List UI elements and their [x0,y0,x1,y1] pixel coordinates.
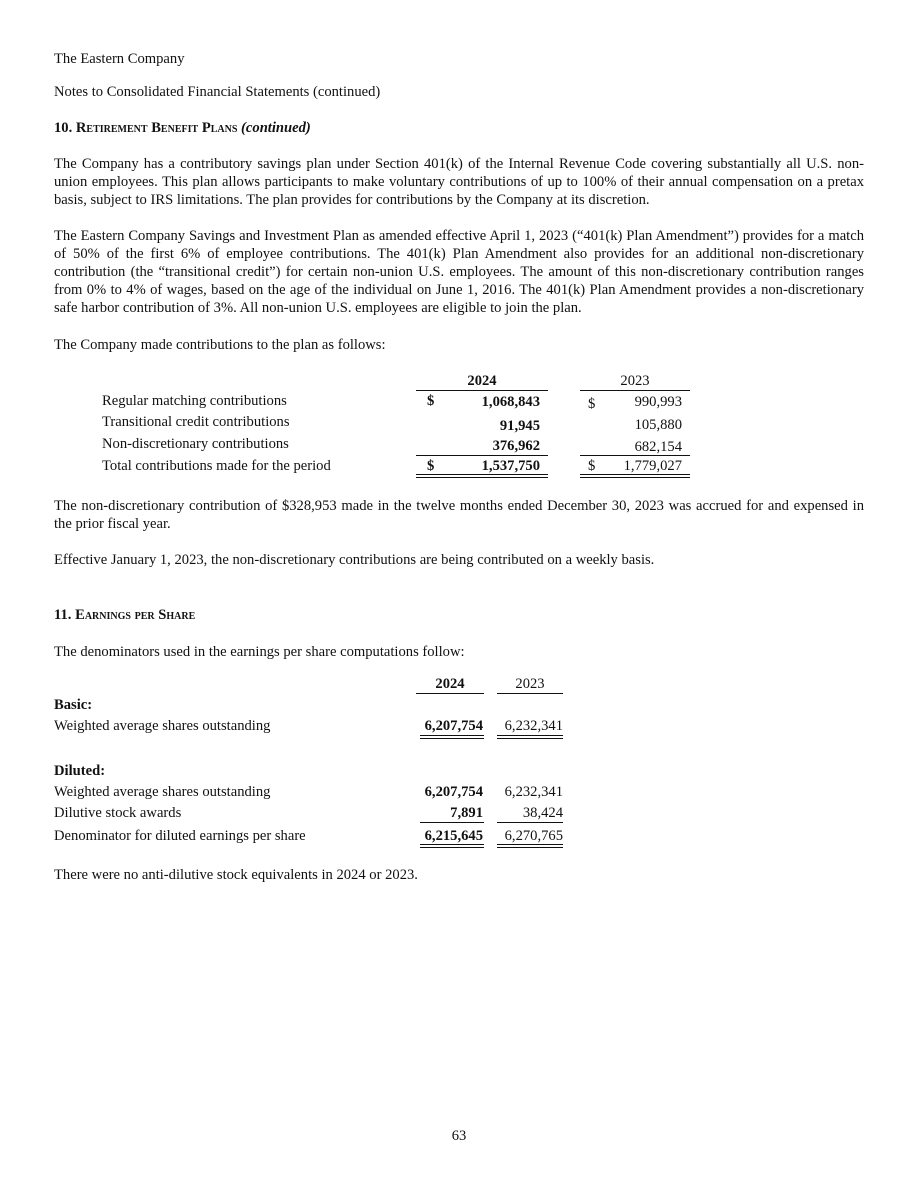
contrib-col-header-2024: 2024 [467,373,497,389]
contrib-value-2024: 91,945 [499,418,540,434]
eps-total-2023: 6,270,765 [504,828,563,844]
section-10-title: Retirement Benefit Plans [75,120,238,136]
eps-value-2023: 6,232,341 [504,718,563,734]
eps-value-2024: 6,207,754 [424,784,483,800]
eps-total-2024: 6,215,645 [424,828,483,844]
eps-col-header-2024: 2024 [435,676,465,692]
section-10-heading [54,119,311,137]
contrib-value-2024: 376,962 [492,438,540,454]
eps-col-header-2023: 2023 [515,676,545,692]
section-11-number: 11. [54,607,76,623]
contrib-row-label: Transitional credit contributions [102,414,290,430]
contrib-dollar-sign: $ [427,393,435,409]
section-10-paragraph-1: The Company has a contributory savings plan under Section 401(k) of the Internal Revenue Code covering substantially all U.S. non-union employees. This plan allows participants to make voluntary contributions of up to 100% of their annual compensation on a pretax basis, subject to IRS limitations. The plan provides for contributions by the Company at its discretion. [54,156,864,208]
contrib-value-2024: 1,068,843 [481,394,540,410]
page-subtitle: Notes to Consolidated Financial Statements (continued) [54,84,381,100]
section-11-paragraph-2: There were no anti-dilutive stock equivalents in 2024 or 2023. [54,867,418,883]
eps-value-2024: 6,207,754 [424,718,483,734]
eps-total-double-underline-2023 [497,844,563,848]
contrib-header-underline-2024 [416,390,548,391]
contrib-col-header-2023: 2023 [620,373,650,389]
eps-subtotal-underline-2024 [420,822,484,823]
contrib-total-2023: 1,779,027 [623,458,682,474]
eps-basic-label: Basic: [54,697,93,713]
contrib-total-2024: 1,537,750 [481,458,540,474]
section-11-title: Earnings per Share [75,607,196,623]
contrib-dollar-sign: $ [427,458,435,474]
eps-row-label: Weighted average shares outstanding [54,784,271,800]
section-10-number: 10. [54,120,76,136]
section-10-paragraph-5: Effective January 1, 2023, the non-discretionary contributions are being contributed on a weekly basis. [54,552,655,568]
company-name: The Eastern Company [54,51,185,67]
contrib-row-label: Regular matching contributions [102,393,287,409]
eps-row-label: Weighted average shares outstanding [54,718,271,734]
contrib-row-label: Non-discretionary contributions [102,436,289,452]
contrib-total-label: Total contributions made for the period [102,458,331,474]
contrib-subtotal-underline-2023 [580,455,690,456]
contrib-value-2023: 682,154 [634,439,682,455]
contrib-header-underline-2023 [580,390,690,391]
eps-basic-double-underline-2024 [420,735,484,739]
eps-header-underline-2024 [416,693,484,694]
eps-header-underline-2023 [497,693,563,694]
contrib-value-2023: 105,880 [634,417,682,433]
eps-value-2024: 7,891 [450,805,483,821]
eps-basic-double-underline-2023 [497,735,563,739]
eps-total-double-underline-2024 [420,844,484,848]
contrib-value-2023: 990,993 [634,394,682,410]
page-number: 63 [451,1128,467,1144]
contrib-dollar-sign: $ [588,396,596,412]
contrib-subtotal-underline-2024 [416,455,548,456]
eps-value-2023: 38,424 [522,805,563,821]
eps-subtotal-underline-2023 [497,822,563,823]
contrib-dollar-sign: $ [588,458,596,474]
contrib-total-double-underline-2024 [416,474,548,478]
eps-diluted-label: Diluted: [54,763,106,779]
eps-value-2023: 6,232,341 [504,784,563,800]
section-11-paragraph-1: The denominators used in the earnings per share computations follow: [54,644,465,660]
eps-total-label: Denominator for diluted earnings per share [54,828,306,844]
section-10-paragraph-2: The Eastern Company Savings and Investment Plan as amended effective April 1, 2023 (“401(k) Plan Amendment”) provides for a match of 50% of the first 6% of employee contributions. The 401(k) Plan Amendment also provides for an additional non-discretionary contribution (the “transitional credit”) for certain non-union U.S. employees. The amount of this non-discretionary contribution ranges from 0% to 4% of wages, based on the age of the individual on June 1, 2016. The 401(k) Plan Amendment provides a non-discretionary safe harbor contribution of 3%. All non-union U.S. employees are eligible to join the plan. [54,228,864,316]
section-11-heading [54,606,195,624]
section-10-continued: (continued) [237,120,311,136]
section-10-paragraph-3: The Company made contributions to the plan as follows: [54,337,386,353]
section-10-paragraph-4: The non-discretionary contribution of $328,953 made in the twelve months ended December 30, 2023 was accrued for and expensed in the prior fiscal year. [54,498,864,532]
contrib-total-double-underline-2023 [580,474,690,478]
eps-row-label: Dilutive stock awards [54,805,182,821]
